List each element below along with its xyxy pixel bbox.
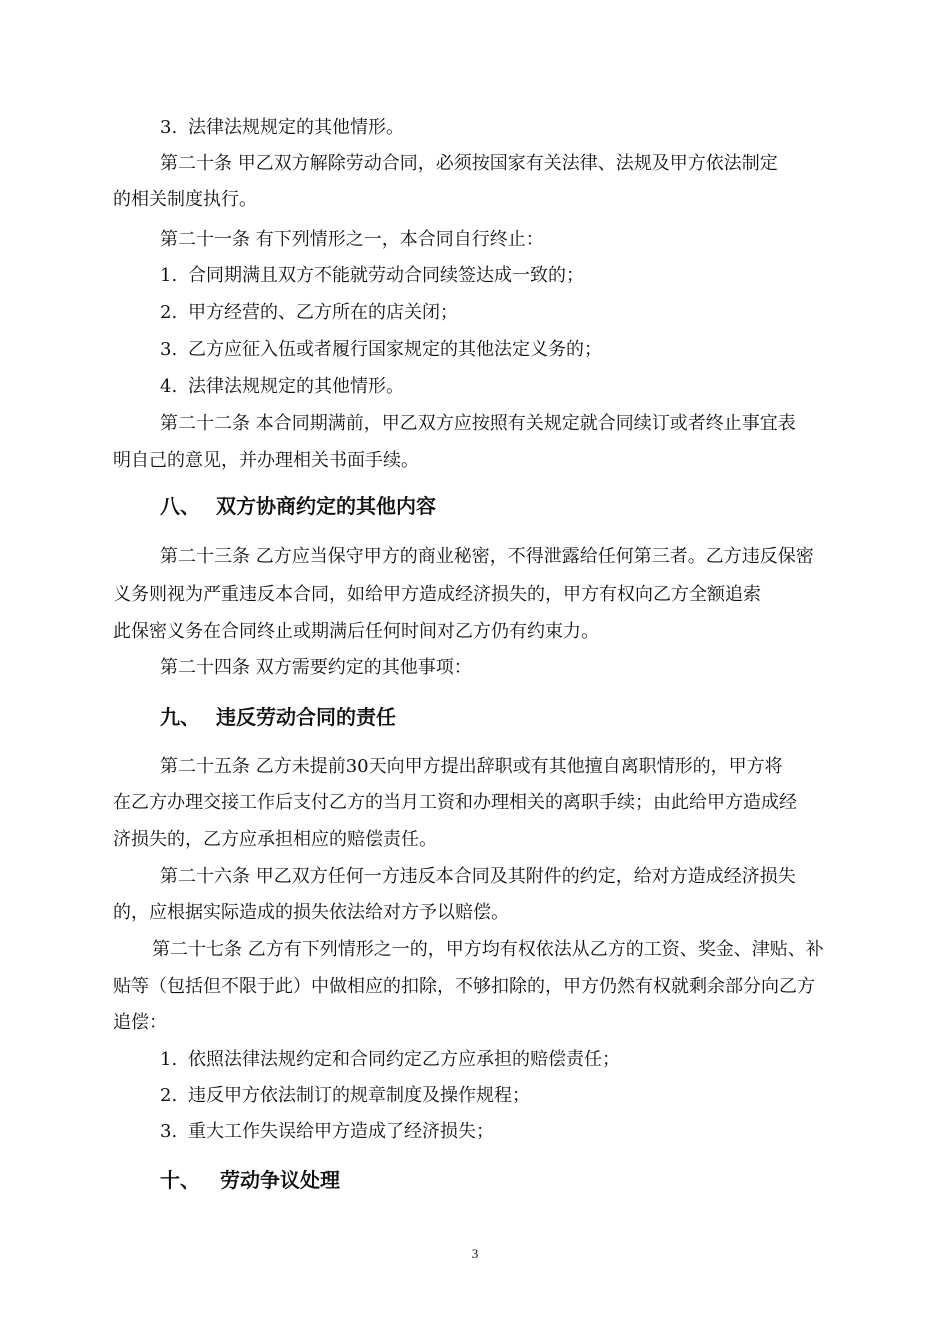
article-25-line-2: 在乙方办理交接工作后支付乙方的当月工资和办理相关的离职手续；由此给甲方造成经 <box>113 792 797 813</box>
list-item: 2. 违反甲方依法制订的规章制度及操作规程； <box>160 1085 530 1106</box>
section-heading-8: 八、 双方协商约定的其他内容 <box>160 494 436 518</box>
article-27-line-1: 第二十七条 乙方有下列情形之一的，甲方均有权依法从乙方的工资、奖金、津贴、补 <box>152 939 824 960</box>
list-item: 3. 乙方应征入伍或者履行国家规定的其他法定义务的； <box>160 339 602 360</box>
article-23-line-3: 此保密义务在合同终止或期满后任何时间对乙方仍有约束力。 <box>113 621 599 642</box>
article-21: 第二十一条 有下列情形之一，本合同自行终止： <box>160 229 544 250</box>
list-item: 2. 甲方经营的、乙方所在的店关闭； <box>160 302 458 323</box>
article-27-line-2: 贴等（包括但不限于此）中做相应的扣除，不够扣除的，甲方仍然有权就剩余部分向乙方 <box>113 976 815 997</box>
list-item: 1. 合同期满且双方不能就劳动合同续签达成一致的； <box>160 265 584 286</box>
article-25-line-1: 第二十五条 乙方未提前30天向甲方提出辞职或有其他擅自离职情形的，甲方将 <box>160 756 783 777</box>
article-27-line-3: 追偿： <box>113 1012 167 1033</box>
list-item: 4. 法律法规规定的其他情形。 <box>160 376 404 397</box>
article-20-line-1: 第二十条 甲乙双方解除劳动合同，必须按国家有关法律、法规及甲方依法制定 <box>160 153 778 174</box>
article-20-line-2: 的相关制度执行。 <box>113 189 257 210</box>
article-23-line-2: 义务则视为严重违反本合同，如给甲方造成经济损失的，甲方有权向乙方全额追索 <box>113 584 761 605</box>
article-24: 第二十四条 双方需要约定的其他事项： <box>160 657 472 678</box>
page-number: 3 <box>471 1246 479 1261</box>
article-26-line-2: 的，应根据实际造成的损失依法给对方予以赔偿。 <box>113 902 509 923</box>
list-item: 1. 依照法律法规约定和合同约定乙方应承担的赔偿责任； <box>160 1049 620 1070</box>
list-item: 3. 法律法规规定的其他情形。 <box>160 117 404 138</box>
section-heading-9: 九、 违反劳动合同的责任 <box>160 705 396 729</box>
article-23-line-1: 第二十三条 乙方应当保守甲方的商业秘密，不得泄露给任何第三者。乙方违反保密 <box>160 546 814 567</box>
article-22-line-1: 第二十二条 本合同期满前，甲乙双方应按照有关规定就合同续订或者终止事宜表 <box>160 413 796 434</box>
section-heading-10: 十、 劳动争议处理 <box>160 1168 340 1192</box>
list-item: 3. 重大工作失误给甲方造成了经济损失； <box>160 1121 494 1142</box>
article-26-line-1: 第二十六条 甲乙双方任何一方违反本合同及其附件的约定，给对方造成经济损失 <box>160 866 796 887</box>
article-22-line-2: 明自己的意见，并办理相关书面手续。 <box>113 450 419 471</box>
article-25-line-3: 济损失的，乙方应承担相应的赔偿责任。 <box>113 829 437 850</box>
